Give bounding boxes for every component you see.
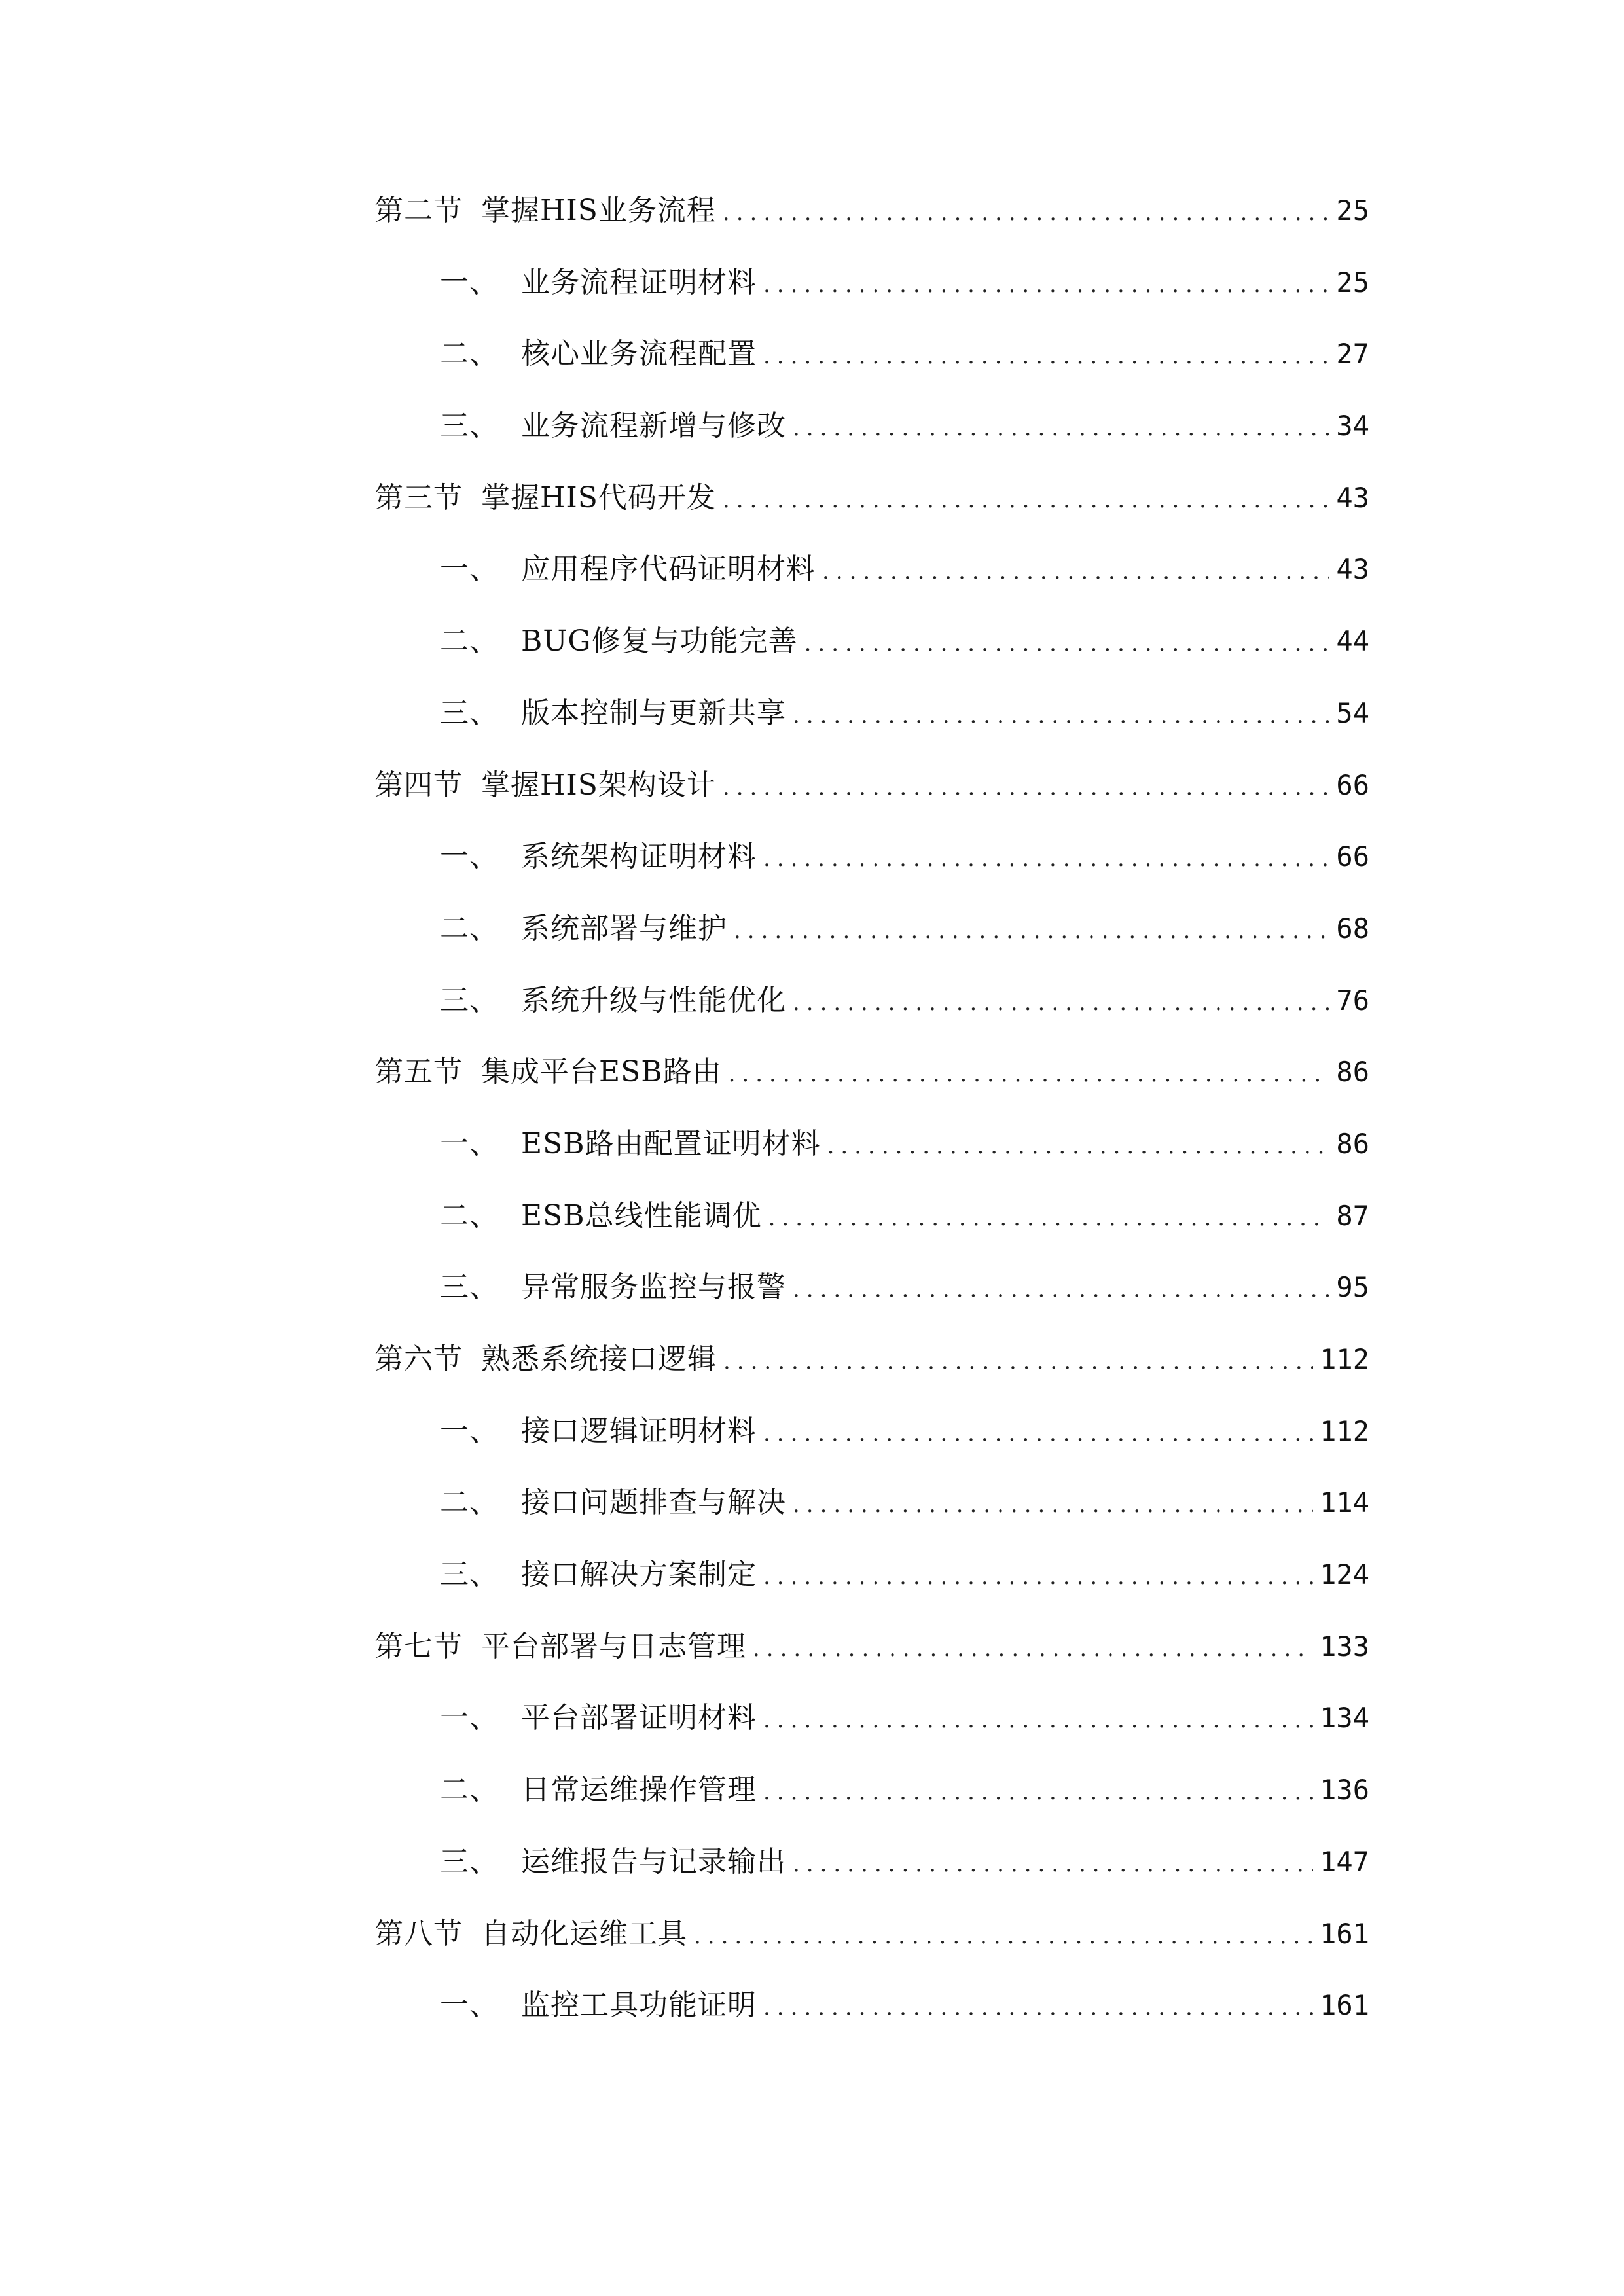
toc-entry-page: 136 [1320, 1774, 1369, 1806]
toc-entry-prefix: 三、 [440, 983, 499, 1017]
toc-dot-leader [753, 1638, 1313, 1660]
toc-entry[interactable] [374, 1342, 1369, 1417]
toc-entry-title: 异常服务监控与报警 [521, 1270, 786, 1304]
toc-dot-leader [804, 632, 1329, 655]
toc-entry-title: 接口问题排查与解决 [521, 1486, 786, 1520]
toc-entry[interactable] [374, 1198, 1369, 1274]
toc-entry[interactable] [374, 1488, 1369, 1560]
toc-entry-title: 掌握HIS架构设计 [481, 768, 716, 802]
toc-entry-title: 核心业务流程配置 [521, 337, 757, 371]
toc-dot-leader [763, 1781, 1313, 1803]
toc-dot-leader [793, 992, 1329, 1014]
toc-entry-page: 54 [1336, 696, 1369, 729]
toc-entry-prefix: 第四节 [374, 768, 463, 802]
toc-entry-page: 112 [1320, 1343, 1369, 1375]
toc-entry-page: 76 [1336, 984, 1369, 1016]
toc-entry-title: 系统升级与性能优化 [521, 983, 786, 1017]
toc-entry-title: ESB总线性能调优 [521, 1198, 762, 1232]
toc-entry-page: 68 [1336, 912, 1369, 944]
toc-entry[interactable] [374, 265, 1369, 340]
toc-entry-title: 平台部署证明材料 [521, 1701, 757, 1735]
toc-entry[interactable] [374, 1773, 1369, 1848]
toc-entry[interactable] [374, 1988, 1369, 2063]
toc-dot-leader [793, 1853, 1313, 1875]
toc-entry-title: BUG修复与功能完善 [521, 624, 798, 658]
toc-entry-prefix: 一、 [440, 840, 499, 874]
toc-entry-prefix: 二、 [440, 1773, 499, 1807]
toc-dot-leader [763, 1422, 1313, 1444]
toc-entry-prefix: 一、 [440, 1126, 499, 1160]
table-of-contents [374, 196, 1369, 2063]
toc-entry[interactable] [374, 337, 1369, 412]
toc-entry-title: 熟悉系统接口逻辑 [481, 1342, 717, 1376]
toc-dot-leader [763, 1709, 1313, 1731]
toc-entry[interactable] [374, 696, 1369, 771]
toc-entry-prefix: 一、 [440, 1988, 499, 2022]
toc-dot-leader [694, 1925, 1313, 1947]
toc-entry-prefix: 一、 [440, 552, 499, 586]
toc-entry-prefix: 二、 [440, 1198, 499, 1232]
toc-entry-page: 87 [1336, 1199, 1369, 1232]
toc-entry-title: 系统架构证明材料 [521, 840, 757, 874]
toc-dot-leader [827, 1135, 1329, 1157]
toc-dot-leader [729, 1063, 1329, 1085]
toc-dot-leader [723, 1350, 1313, 1372]
toc-entry[interactable] [374, 1916, 1369, 1992]
toc-entry-page: 25 [1336, 266, 1369, 298]
toc-entry-page: 112 [1320, 1414, 1369, 1447]
toc-entry[interactable] [374, 768, 1369, 843]
toc-entry[interactable] [374, 1629, 1369, 1704]
toc-dot-leader [793, 417, 1329, 439]
toc-entry-title: ESB路由配置证明材料 [521, 1126, 821, 1160]
toc-entry-title: 接口解决方案制定 [521, 1558, 757, 1592]
toc-dot-leader [763, 345, 1329, 367]
toc-entry[interactable] [374, 1701, 1369, 1776]
toc-entry[interactable] [374, 1844, 1369, 1920]
toc-entry-title: 接口逻辑证明材料 [521, 1414, 757, 1448]
toc-entry-prefix: 一、 [440, 1414, 499, 1448]
toc-entry[interactable] [374, 842, 1369, 914]
toc-entry-prefix: 二、 [440, 1486, 499, 1520]
toc-entry[interactable] [374, 1055, 1369, 1130]
toc-entry-title: 掌握HIS业务流程 [481, 194, 716, 227]
toc-dot-leader [763, 1996, 1313, 2018]
toc-entry-prefix: 第二节 [374, 194, 463, 227]
toc-entry[interactable] [374, 1560, 1369, 1632]
toc-entry-prefix: 三、 [440, 696, 499, 730]
toc-entry-prefix: 第六节 [374, 1342, 463, 1376]
toc-entry-prefix: 第八节 [374, 1916, 463, 1950]
toc-entry-page: 34 [1336, 410, 1369, 442]
toc-entry[interactable] [374, 911, 1369, 986]
toc-dot-leader [763, 274, 1329, 296]
toc-entry-prefix: 三、 [440, 1558, 499, 1592]
toc-entry-page: 86 [1336, 1127, 1369, 1160]
toc-entry-page: 43 [1336, 481, 1369, 514]
toc-entry[interactable] [374, 480, 1369, 556]
toc-entry-prefix: 二、 [440, 911, 499, 945]
toc-entry-prefix: 三、 [440, 1844, 499, 1878]
toc-entry-title: 平台部署与日志管理 [481, 1629, 746, 1663]
toc-entry-page: 147 [1320, 1845, 1369, 1878]
toc-entry-prefix: 一、 [440, 1701, 499, 1735]
toc-entry-page: 161 [1320, 1917, 1369, 1950]
toc-dot-leader [793, 704, 1329, 726]
toc-entry-prefix: 三、 [440, 1270, 499, 1304]
toc-entry[interactable] [374, 552, 1369, 627]
toc-entry-title: 日常运维操作管理 [521, 1773, 757, 1807]
toc-entry-title: 版本控制与更新共享 [521, 696, 786, 730]
toc-entry-page: 43 [1336, 553, 1369, 586]
toc-entry-page: 86 [1336, 1056, 1369, 1088]
toc-entry-prefix: 二、 [440, 624, 499, 658]
toc-dot-leader [763, 1566, 1313, 1588]
toc-entry-prefix: 二、 [440, 337, 499, 371]
toc-entry[interactable] [374, 1126, 1369, 1202]
toc-entry-prefix: 第三节 [374, 480, 463, 514]
toc-dot-leader [734, 920, 1329, 942]
toc-entry-prefix: 第五节 [374, 1055, 463, 1089]
toc-entry-page: 134 [1320, 1702, 1369, 1734]
toc-entry-title: 运维报告与记录输出 [521, 1844, 786, 1878]
toc-entry-title: 业务流程证明材料 [521, 265, 757, 299]
toc-entry-title: 系统部署与维护 [521, 911, 727, 945]
toc-entry-title: 应用程序代码证明材料 [521, 552, 816, 586]
toc-entry-title: 业务流程新增与修改 [521, 409, 786, 443]
toc-dot-leader [793, 1278, 1329, 1300]
toc-dot-leader [763, 848, 1329, 870]
toc-entry-page: 66 [1336, 768, 1369, 801]
toc-dot-leader [723, 776, 1329, 798]
toc-entry-title: 集成平台ESB路由 [481, 1055, 722, 1089]
toc-entry-page: 114 [1320, 1486, 1369, 1519]
toc-entry-page: 95 [1336, 1271, 1369, 1304]
toc-entry[interactable] [374, 1270, 1369, 1345]
toc-entry-page: 66 [1336, 840, 1369, 873]
toc-entry-page: 161 [1320, 1989, 1369, 2022]
toc-entry[interactable] [374, 196, 1369, 268]
toc-dot-leader [723, 489, 1329, 511]
toc-dot-leader [793, 1494, 1313, 1516]
toc-entry-title: 自动化运维工具 [481, 1916, 687, 1950]
toc-entry-page: 27 [1336, 338, 1369, 370]
toc-entry-page: 133 [1320, 1630, 1369, 1662]
toc-entry-prefix: 一、 [440, 265, 499, 299]
toc-dot-leader [768, 1207, 1329, 1229]
toc-entry-page: 25 [1336, 194, 1369, 226]
toc-entry[interactable] [374, 1414, 1369, 1489]
toc-entry[interactable] [374, 624, 1369, 699]
toc-entry-prefix: 第七节 [374, 1629, 463, 1663]
toc-entry-prefix: 三、 [440, 409, 499, 443]
toc-entry[interactable] [374, 983, 1369, 1058]
toc-entry-page: 44 [1336, 625, 1369, 658]
toc-dot-leader [723, 202, 1329, 224]
toc-entry-title: 掌握HIS代码开发 [481, 480, 716, 514]
toc-entry-title: 监控工具功能证明 [521, 1988, 757, 2022]
toc-entry-page: 124 [1320, 1558, 1369, 1591]
toc-entry[interactable] [374, 409, 1369, 484]
toc-dot-leader [822, 560, 1329, 583]
